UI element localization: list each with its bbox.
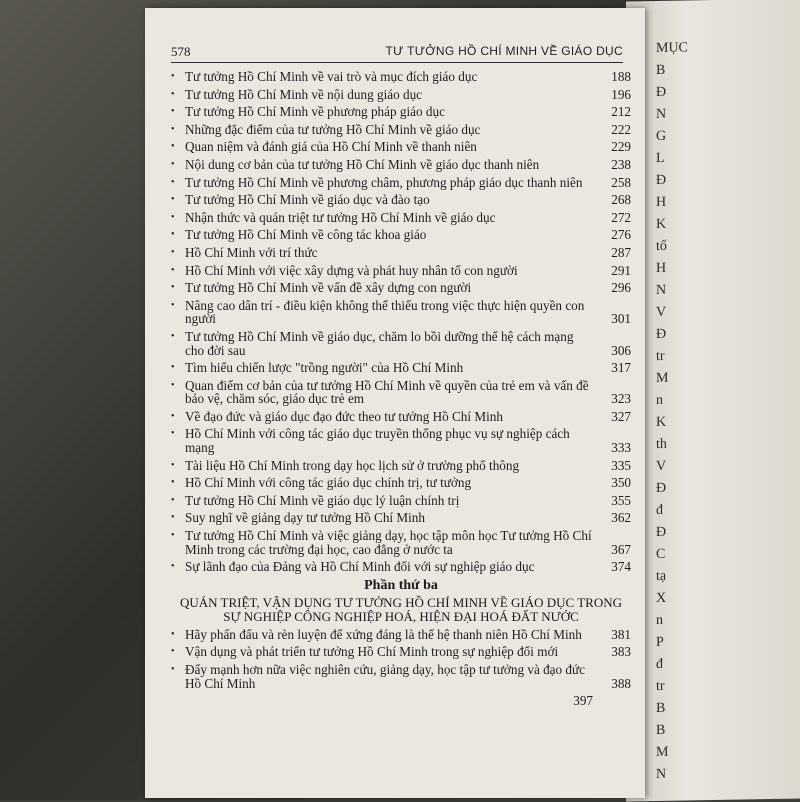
- toc-entry-title: Sự lãnh đạo của Đảng và Hồ Chí Minh đối với sự nghiệp giáo dục: [185, 559, 535, 575]
- bullet-icon: •: [171, 194, 175, 206]
- toc-entry-title: Những đặc điểm của tư tưởng Hồ Chí Minh về giáo dục: [185, 121, 481, 137]
- toc-entry-title: Tìm hiểu chiến lược "trồng người" của Hồ Chí Minh: [185, 360, 464, 376]
- toc-entry: [171, 281, 631, 295]
- toc-entry-title: Tư tưởng Hồ Chí Minh và việc giảng dạy, học tập môn học Tư tưởng Hồ Chí Minh trong các trường đại học, cao đẳng ở nước ta: [185, 528, 592, 557]
- toc-entry-page: 381: [611, 626, 631, 642]
- adjacent-page-text: H: [656, 260, 667, 276]
- toc-entry: [171, 459, 631, 473]
- adjacent-page-text: H: [656, 194, 667, 210]
- toc-entry: [171, 427, 631, 454]
- running-title: TƯ TƯỞNG HỒ CHÍ MINH VỀ GIÁO DỤC: [385, 44, 623, 58]
- bullet-icon: •: [171, 561, 175, 573]
- page-header: [171, 44, 623, 63]
- toc-entry-title: Hồ Chí Minh với công tác giáo dục chính trị, tư tưởng: [185, 475, 472, 491]
- bullet-icon: •: [171, 71, 175, 82]
- toc-entry-title: Quan điểm cơ bản của tư tưởng Hồ Chí Minh về quyền của trẻ em và vấn đề bảo vệ, chăm sóc, giáo dục trẻ em: [185, 377, 589, 407]
- part-heading: Phần thứ ba: [364, 577, 438, 593]
- bullet-icon: •: [171, 264, 175, 276]
- toc-entry: [171, 211, 631, 225]
- toc-entry: [171, 70, 631, 84]
- bullet-icon: •: [171, 141, 175, 153]
- toc-entry-title: Tư tưởng Hồ Chí Minh về giáo dục lý luận chính trị: [185, 492, 460, 508]
- adjacent-page: [626, 0, 800, 802]
- bullet-icon: •: [171, 512, 175, 524]
- bullet-icon: •: [171, 176, 175, 188]
- toc-entry-title: Nhận thức và quán triệt tư tưởng Hồ Chí Minh về giáo dục: [185, 209, 496, 225]
- bullet-icon: •: [171, 664, 175, 675]
- toc-entry-title: Tư tưởng Hồ Chí Minh về giáo dục, chăm lo bồi dưỡng thế hệ cách mạng cho đời sau: [185, 328, 574, 358]
- toc-entry-page: 301: [611, 311, 631, 327]
- adjacent-page-text: tr: [656, 678, 665, 694]
- toc-entry-page: 258: [611, 174, 631, 190]
- adjacent-page-text: MỤC: [656, 40, 688, 56]
- bullet-icon: •: [171, 229, 175, 241]
- toc-entry-title: Tài liệu Hồ Chí Minh trong dạy học lịch sử ở trường phổ thông: [185, 457, 520, 473]
- adjacent-page-text: tạ: [656, 568, 667, 584]
- adjacent-page-text: P: [656, 634, 664, 650]
- part-subtitle: QUÁN TRIỆT, VẬN DỤNG TƯ TƯỞNG HỒ CHÍ MINH VỀ GIÁO DỤC TRONG SỰ NGHIỆP CÔNG NGHIỆP HOÁ, HIỆN ĐẠI HOÁ ĐẤT NƯỚC: [179, 594, 623, 624]
- bullet-icon: •: [171, 158, 175, 170]
- toc-entry: [171, 193, 631, 207]
- toc-entry-title: Hồ Chí Minh với việc xây dựng và phát huy nhân tố con người: [185, 262, 518, 278]
- toc-entry-page: 323: [611, 391, 631, 407]
- toc-entry: [171, 123, 631, 137]
- toc-entry-title: Đẩy mạnh hơn nữa việc nghiên cứu, giảng dạy, học tập tư tưởng và đạo đức Hồ Chí Minh: [185, 662, 586, 691]
- toc-entry-title: Suy nghĩ về giảng dạy tư tưởng Hồ Chí Minh: [185, 510, 425, 526]
- adjacent-page-text: Đ: [656, 326, 667, 342]
- toc-entry-page: 383: [611, 644, 631, 660]
- adjacent-page-text: n: [656, 392, 663, 408]
- toc-entry-title: Tư tưởng Hồ Chí Minh về nội dung giáo dục: [185, 86, 423, 102]
- adjacent-page-text: N: [656, 282, 667, 298]
- toc-entry-page: 355: [611, 492, 631, 508]
- toc-entry-page: 327: [611, 408, 631, 424]
- toc-entry: [171, 494, 631, 508]
- adjacent-page-text: K: [656, 414, 667, 430]
- toc-entry: [171, 176, 631, 190]
- toc-entry-page: 188: [611, 69, 631, 84]
- adjacent-page-text: B: [656, 62, 666, 78]
- toc-entry: [171, 330, 631, 357]
- toc-entry: [171, 299, 631, 326]
- toc-entry-title: Tư tưởng Hồ Chí Minh về phương châm, phương pháp giáo dục thanh niên: [185, 174, 583, 190]
- adjacent-page-text: Đ: [656, 84, 667, 100]
- toc-entry: [171, 645, 631, 659]
- bullet-icon: •: [171, 646, 175, 658]
- toc-entry-page: 196: [611, 86, 631, 102]
- toc-entry-title: Quan niệm và đánh giá của Hồ Chí Minh về thanh niên: [185, 139, 477, 155]
- bullet-icon: •: [171, 282, 175, 294]
- book-page: [145, 8, 645, 798]
- bullet-icon: •: [171, 428, 175, 440]
- toc-entry-page: 317: [611, 360, 631, 376]
- adjacent-page-text: V: [656, 458, 667, 474]
- toc-entry-title: Về đạo đức và giáo dục đạo đức theo tư tưởng Hồ Chí Minh: [185, 408, 503, 424]
- adjacent-page-text: G: [656, 128, 667, 144]
- toc-entry-page: 276: [611, 227, 631, 243]
- toc-entry-title: Tư tưởng Hồ Chí Minh về vai trò và mục đích giáo dục: [185, 69, 478, 84]
- adjacent-page-text: N: [656, 766, 667, 782]
- bullet-icon: •: [171, 246, 175, 258]
- toc-entry: [171, 628, 631, 642]
- toc-entry-title: Hồ Chí Minh với trí thức: [185, 244, 318, 260]
- adjacent-page-text: L: [656, 150, 665, 166]
- adjacent-page-text: th: [656, 436, 667, 452]
- toc-entry: [171, 158, 631, 172]
- toc-entry-page: 238: [611, 156, 631, 172]
- adjacent-page-text: tố: [656, 238, 667, 254]
- toc-entry-title: Hãy phấn đấu và rèn luyện để xứng đáng là thế hệ thanh niên Hồ Chí Minh: [185, 626, 582, 642]
- toc-entry-title: Hồ Chí Minh với công tác giáo dục truyền thống phục vụ sự nghiệp cách mạng: [185, 426, 570, 456]
- bullet-icon: •: [171, 330, 175, 342]
- adjacent-page-text: đ: [656, 656, 663, 672]
- toc-entry: [171, 246, 631, 260]
- toc-entry-title: Tư tưởng Hồ Chí Minh về công tác khoa giáo: [185, 227, 427, 243]
- toc-entry: [171, 663, 631, 690]
- toc-entry-page: 212: [611, 104, 631, 120]
- bullet-icon: •: [171, 459, 175, 471]
- toc-entry-page: 229: [611, 139, 631, 155]
- toc-entry-page: 222: [611, 121, 631, 137]
- adjacent-page-text: Đ: [656, 172, 667, 188]
- adjacent-page-text: B: [656, 700, 666, 716]
- bullet-icon: •: [171, 379, 175, 391]
- adjacent-page-text: B: [656, 722, 666, 738]
- bullet-icon: •: [171, 362, 175, 374]
- bullet-icon: •: [171, 628, 175, 640]
- toc-entry: [171, 476, 631, 490]
- toc-entry-page: 296: [611, 280, 631, 296]
- toc-entry-page: 306: [611, 342, 631, 358]
- bullet-icon: •: [171, 123, 175, 135]
- adjacent-page-text: Đ: [656, 524, 667, 540]
- table-of-contents: [171, 70, 631, 712]
- adjacent-page-text: n: [656, 612, 663, 628]
- bullet-icon: •: [171, 88, 175, 100]
- bullet-icon: •: [171, 299, 175, 311]
- bullet-icon: •: [171, 106, 175, 118]
- adjacent-page-text: K: [656, 216, 667, 232]
- adjacent-page-text: V: [656, 304, 667, 320]
- adjacent-page-text: M: [656, 744, 669, 760]
- bullet-icon: •: [171, 477, 175, 489]
- toc-entry-page: 287: [611, 244, 631, 260]
- adjacent-page-text: đ: [656, 502, 663, 518]
- toc-entry: [171, 105, 631, 119]
- toc-entry-title: Tư tưởng Hồ Chí Minh về phương pháp giáo dục: [185, 104, 445, 120]
- adjacent-page-text: C: [656, 546, 666, 562]
- bullet-icon: •: [171, 530, 175, 542]
- adjacent-page-text: N: [656, 106, 667, 122]
- toc-entry: [171, 529, 631, 556]
- toc-entry-page: 374: [611, 559, 631, 575]
- adjacent-page-text: tr: [656, 348, 665, 364]
- toc-entry: [171, 228, 631, 242]
- toc-entry-title: Vận dụng và phát triển tư tưởng Hồ Chí Minh trong sự nghiệp đổi mới: [185, 644, 559, 660]
- toc-entry-page: 333: [611, 440, 631, 456]
- last-page-number: 397: [573, 693, 593, 709]
- toc-entry: [171, 88, 631, 102]
- toc-entry: [171, 140, 631, 154]
- toc-entry-page: 291: [611, 262, 631, 278]
- toc-entry: [171, 560, 631, 574]
- toc-entry-page: 367: [611, 541, 631, 557]
- toc-entry: [171, 264, 631, 278]
- bullet-icon: •: [171, 211, 175, 223]
- toc-entry-page: 272: [611, 209, 631, 225]
- toc-entry-page: 268: [611, 192, 631, 208]
- toc-entry: [171, 410, 631, 424]
- toc-entry-title: Nội dung cơ bản của tư tưởng Hồ Chí Minh về giáo dục thanh niên: [185, 156, 540, 172]
- adjacent-page-text: Đ: [656, 480, 667, 496]
- toc-entry-page: 335: [611, 457, 631, 473]
- toc-entry-title: Tư tưởng Hồ Chí Minh về giáo dục và đào tạo: [185, 192, 430, 208]
- page-number: 578: [171, 44, 191, 59]
- bullet-icon: •: [171, 410, 175, 422]
- toc-entry-title: Tư tưởng Hồ Chí Minh về vấn đề xây dựng con người: [185, 280, 472, 296]
- adjacent-page-text: X: [656, 590, 667, 606]
- toc-entry: [171, 361, 631, 375]
- toc-entry-page: 362: [611, 510, 631, 526]
- adjacent-page-text: M: [656, 370, 669, 386]
- toc-entry: [171, 511, 631, 525]
- toc-entry-title: Nâng cao dân trí - điều kiện không thể thiếu trong việc thực hiện quyền con người: [185, 297, 585, 327]
- bullet-icon: •: [171, 494, 175, 506]
- toc-entry: [171, 379, 631, 406]
- toc-entry-page: 350: [611, 475, 631, 491]
- toc-entry-page: 388: [611, 675, 631, 691]
